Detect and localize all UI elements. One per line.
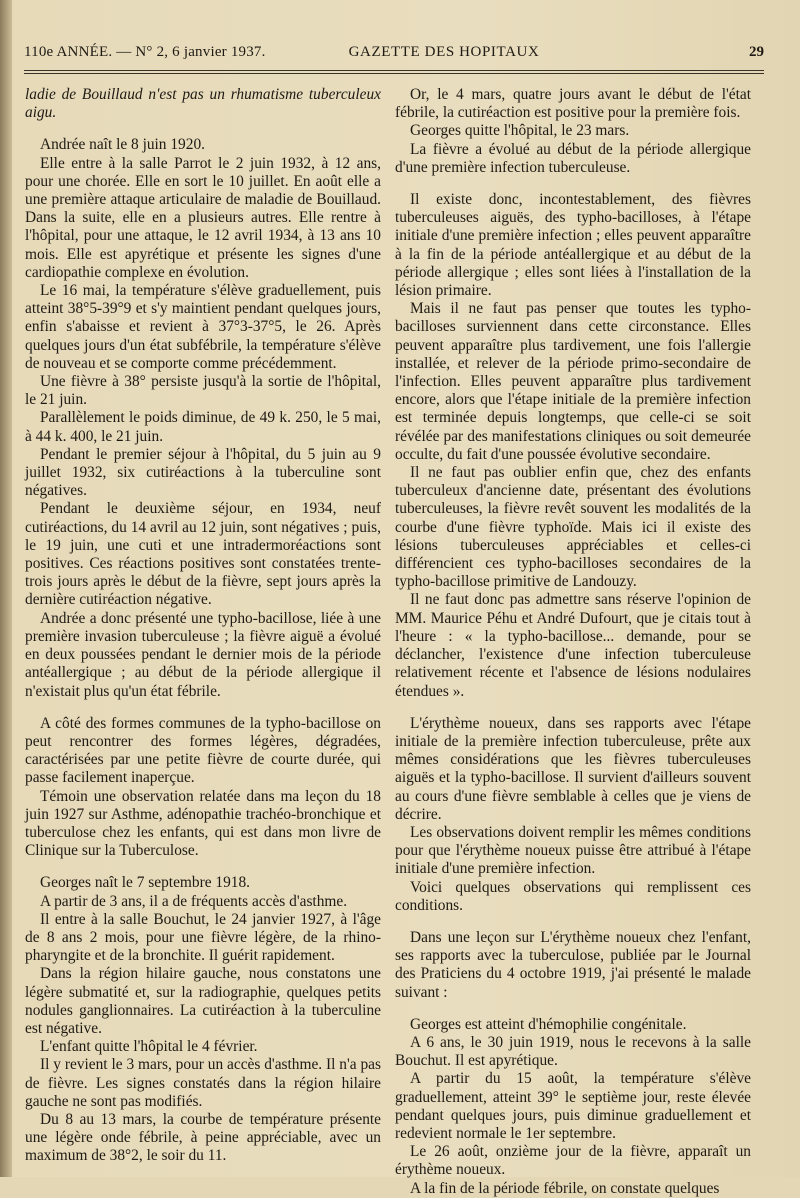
paragraph: Il entre à la salle Bouchut, le 24 janvier 1927, à l'âge de 8 ans 2 mois, pour une fièvre légère, de la rhino-pharyngite et de la bronchite. Il guérit rapidement. (25, 910, 381, 965)
paragraph: Le 26 août, onzième jour de la fièvre, apparaît un érythème noueux. (395, 1143, 751, 1179)
paragraph: Pendant le deuxième séjour, en 1934, neuf cutiréactions, du 14 avril au 12 juin, sont négatives ; puis, le 19 juin, une cuti et une intradermoréactions sont positives. Ces réactions positives sont constatées trente-trois jours après le début de la fièvre, sept jours après la dernière cutiréaction négative. (25, 500, 381, 609)
paragraph: L'érythème noueux, dans ses rapports avec l'étape initiale de la première infection tuberculeuse, prête aux mêmes considérations que les fièvres tuberculeuses aiguës et la typho-bacillose. Il survient d'ailleurs souvent au cours d'une fièvre semblable à celles que je viens de décrire. (395, 714, 751, 823)
binding-spine (0, 0, 12, 1177)
paragraph: L'enfant quitte l'hôpital le 4 février. (40, 1038, 258, 1056)
paragraph: Du 8 au 13 mars, la courbe de température présente une légère onde fébrile, à peine appréciable, avec un maximum de 38°2, le soir du 11. (25, 1110, 381, 1165)
paragraph: ladie de Bouillaud n'est pas un rhumatisme tuberculeux aigu. (25, 86, 381, 122)
paragraph: Les observations doivent remplir les mêmes conditions pour que l'érythème noueux puisse être attribué à l'étape initiale d'une première infection. (395, 823, 751, 878)
paragraph: A partir du 15 août, la température s'élève graduellement, atteint 39° le septième jour, reste élevée pendant quelques jours, puis diminue graduellement et redevient normale le 1er septembre. (395, 1070, 751, 1142)
paragraph: Le 16 mai, la température s'élève graduellement, puis atteint 38°5-39°9 et s'y maintient pendant quelques jours, enfin s'abaisse et revient à 37°3-37°5, le 26. Après quelques jours d'un état subfébrile, la température s'élève de nouveau et se comporte comme précédemment. (25, 282, 381, 372)
paragraph: Il y revient le 3 mars, pour un accès d'asthme. Il n'a pas de fièvre. Les signes constatés dans la région hilaire gauche ne sont pas modifiés. (25, 1056, 381, 1110)
paragraph: Une fièvre à 38° persiste jusqu'à la sortie de l'hôpital, le 21 juin. (25, 373, 381, 409)
paragraph: A la fin de la période fébrile, on constate quelques (410, 1179, 720, 1197)
paragraph: Voici quelques observations qui remplissent ces conditions. (395, 878, 751, 914)
paragraph: Il existe donc, incontestablement, des fièvres tuberculeuses aiguës, des typho-bacilloses, à l'étape initiale d'une première infection ; elles peuvent apparaître à la fin de la période antéallergique et au début de la période allergique ; elles sont liées à l'installation de la lésion primaire. (395, 191, 751, 300)
left-column (25, 86, 381, 1166)
paragraph: Parallèlement le poids diminue, de 49 k. 250, le 5 mai, à 44 k. 400, le 21 juin. (25, 409, 381, 445)
paragraph: Dans la région hilaire gauche, nous constatons une légère submatité et, sur la radiographie, quelques petits nodules ganglionnaires. La cutiréaction à la tuberculine est négative. (25, 965, 381, 1037)
paragraph: Dans une leçon sur L'érythème noueux chez l'enfant, ses rapports avec la tuberculose, publiée par le Journal des Praticiens du 4 octobre 1919, j'ai présenté le malade suivant : (395, 928, 751, 1001)
paragraph: Témoin une observation relatée dans ma leçon du 18 juin 1927 sur Asthme, adénopathie trachéo-bronchique et tuberculose chez les enfants, qui est dans mon livre de Clinique sur la Tuberculose. (25, 787, 381, 860)
paragraph: A côté des formes communes de la typho-bacillose on peut rencontrer des formes légères, dégradées, caractérisées par une petite fièvre de courte durée, qui passe facilement inaperçue. (25, 714, 381, 787)
page-number: 29 (749, 44, 764, 60)
paragraph: Andrée a donc présenté une typho-bacillose, liée à une première invasion tuberculeuse ; la fièvre aiguë a évolué en deux poussées pendant le dernier mois de la période antéallergique ; au début de la période allergique il n'existait plus qu'un état fébrile. (25, 609, 381, 700)
paragraph: Andrée naît le 8 juin 1920. (40, 136, 205, 154)
paragraph: Pendant le premier séjour à l'hôpital, du 5 juin au 9 juillet 1932, six cutiréactions à la tuberculine sont négatives. (25, 445, 381, 500)
paragraph: Il ne faut donc pas admettre sans réserve l'opinion de MM. Maurice Péhu et André Dufourt, que je citais tout à l'heure : « la typho-bacillose... demande, pour se déclancher, l'existence d'une infection tuberculeuse relativement récente et l'absence de lésions nodulaires étendues ». (395, 591, 751, 700)
journal-title: GAZETTE DES HOPITAUX (348, 44, 540, 60)
right-column (395, 86, 751, 1198)
paragraph: Georges naît le 7 septembre 1918. (40, 874, 250, 892)
issue-info: 110e ANNÉE. — N° 2, 6 janvier 1937. (24, 44, 266, 60)
paragraph: Il ne faut pas oublier enfin que, chez des enfants tuberculeux d'ancienne date, présentant des évolutions tuberculeuses, la fièvre revêt souvent les modalités de la courbe d'une fièvre typhoïde. Mais ici il existe des lésions tuberculeuses appréciables et celles-ci différencient ces typho-bacilloses secondaires de la typho-bacillose primitive de Landouzy. (395, 464, 751, 591)
paragraph: A 6 ans, le 30 juin 1919, nous le recevons à la salle Bouchut. Il est apyrétique. (395, 1033, 751, 1070)
paragraph: Or, le 4 mars, quatre jours avant le début de l'état fébrile, la cutiréaction est positive pour la première fois. (395, 86, 751, 122)
header-rule-thin (24, 73, 764, 74)
header-rule (24, 70, 764, 71)
page-header (24, 44, 764, 66)
paragraph: Georges est atteint d'hémophilie congénitale. (410, 1015, 687, 1033)
paragraph: Elle entre à la salle Parrot le 2 juin 1932, à 12 ans, pour une chorée. Elle en sort le 10 juillet. En août elle a une première attaque articulaire de maladie de Bouillaud. Dans la suite, elle en a plusieurs autres. Elle rentre à l'hôpital, pour une attaque, le 12 avril 1934, à 13 ans 10 mois. Elle est apyrétique et présente les signes d'une cardiopathie complexe en évolution. (25, 154, 381, 281)
paragraph: La fièvre a évolué au début de la période allergique d'une première infection tuberculeuse. (395, 140, 751, 176)
paragraph: Mais il ne faut pas penser que toutes les typho-bacilloses surviennent dans cette circonstance. Elles peuvent apparaître plus tardivement, une fois l'allergie installée, et relever de la période primo-secondaire de l'infection. Elles peuvent apparaître plus tardivement encore, alors que l'étape initiale de la première infection est terminée depuis longtemps, que celle-ci se soit révélée par des manifestations cliniques ou soit demeurée occulte, du fait d'une poussée évolutive secondaire. (395, 300, 751, 463)
paragraph: A partir de 3 ans, il a de fréquents accès d'asthme. (40, 892, 348, 910)
paragraph: Georges quitte l'hôpital, le 23 mars. (410, 122, 630, 140)
